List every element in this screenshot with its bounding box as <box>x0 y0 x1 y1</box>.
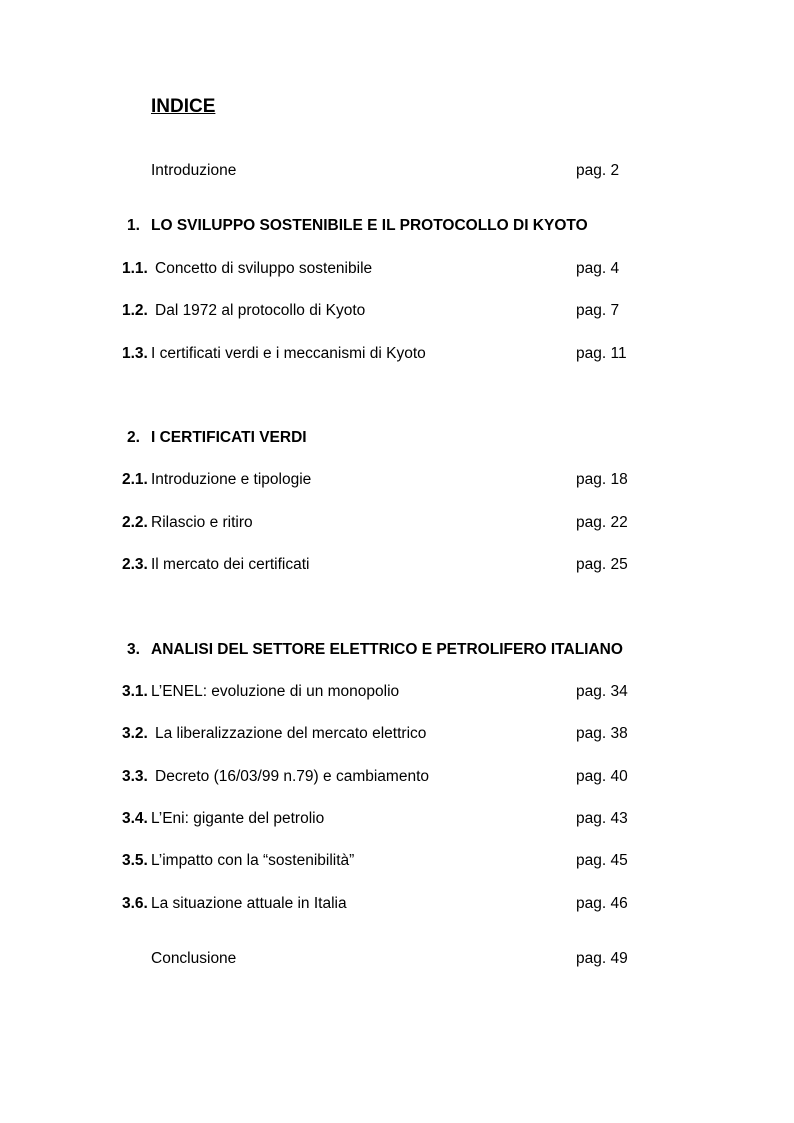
toc-entry-page: pag. 43 <box>576 810 628 827</box>
toc-entry-page: pag. 40 <box>576 768 628 785</box>
toc-entry-label: La liberalizzazione del mercato elettrico <box>155 725 427 742</box>
toc-chapter-1 <box>0 215 794 237</box>
toc-entry <box>0 808 794 830</box>
toc-entry-label: Rilascio e ritiro <box>151 514 253 531</box>
toc-entry-page: pag. 4 <box>576 260 620 277</box>
toc-entry <box>0 850 794 872</box>
toc-entry-page: pag. 45 <box>576 852 628 869</box>
toc-entry-page: pag. 38 <box>576 725 628 742</box>
toc-entry-label: La situazione attuale in Italia <box>151 895 347 912</box>
toc-entry-label: Introduzione e tipologie <box>151 471 312 488</box>
toc-entry-label: Il mercato dei certificati <box>151 556 310 573</box>
toc-entry <box>0 766 794 788</box>
section-number: 1.2. <box>122 302 148 319</box>
chapter-number: 2. <box>127 429 140 446</box>
toc-entry <box>0 512 794 534</box>
toc-entry-label: Conclusione <box>151 950 237 967</box>
section-number: 3.1. <box>122 683 148 700</box>
toc-entry <box>0 300 794 322</box>
toc-entry-page: pag. 46 <box>576 895 628 912</box>
toc-entry <box>0 469 794 491</box>
toc-entry-page: pag. 22 <box>576 514 628 531</box>
toc-entry <box>0 258 794 280</box>
section-number: 1.3. <box>122 345 148 362</box>
toc-entry-label: Introduzione <box>151 162 237 179</box>
chapter-number: 1. <box>127 217 140 234</box>
section-number: 3.3. <box>122 768 148 785</box>
toc-chapter-2 <box>0 427 794 449</box>
section-number: 2.1. <box>122 471 148 488</box>
toc-entry <box>0 554 794 576</box>
section-number: 3.5. <box>122 852 148 869</box>
chapter-title: I CERTIFICATI VERDI <box>151 429 307 446</box>
toc-entry-label: Concetto di sviluppo sostenibile <box>155 260 373 277</box>
chapter-title: ANALISI DEL SETTORE ELETTRICO E PETROLIFERO ITALIANO <box>151 641 623 658</box>
toc-entry-page: pag. 11 <box>576 345 627 362</box>
section-number: 3.2. <box>122 725 148 742</box>
toc-entry-page: pag. 7 <box>576 302 620 319</box>
toc-entry <box>0 681 794 703</box>
toc-entry-label: I certificati verdi e i meccanismi di Kyoto <box>151 345 426 362</box>
toc-chapter-3 <box>0 639 794 661</box>
toc-entry-page: pag. 2 <box>576 162 620 179</box>
toc-entry-page: pag. 49 <box>576 950 628 967</box>
toc-entry-page: pag. 18 <box>576 471 628 488</box>
toc-entry-conclusion <box>0 948 794 970</box>
section-number: 3.6. <box>122 895 148 912</box>
toc-entry-label: Decreto (16/03/99 n.79) e cambiamento <box>155 768 429 785</box>
section-number: 2.3. <box>122 556 148 573</box>
toc-entry-label: L’ENEL: evoluzione di un monopolio <box>151 683 400 700</box>
toc-entry <box>0 893 794 915</box>
chapter-title: LO SVILUPPO SOSTENIBILE E IL PROTOCOLLO DI KYOTO <box>151 217 588 234</box>
chapter-number: 3. <box>127 641 140 658</box>
toc-entry <box>0 723 794 745</box>
section-number: 1.1. <box>122 260 148 277</box>
toc-entry-label: L’impatto con la “sostenibilità” <box>151 852 355 869</box>
section-number: 3.4. <box>122 810 148 827</box>
toc-entry-label: Dal 1972 al protocollo di Kyoto <box>155 302 366 319</box>
section-number: 2.2. <box>122 514 148 531</box>
toc-entry-page: pag. 34 <box>576 683 628 700</box>
toc-entry-page: pag. 25 <box>576 556 628 573</box>
page-title: INDICE <box>151 96 216 117</box>
toc-entry-label: L’Eni: gigante del petrolio <box>151 810 325 827</box>
toc-entry-intro <box>0 160 794 182</box>
toc-entry <box>0 343 794 365</box>
